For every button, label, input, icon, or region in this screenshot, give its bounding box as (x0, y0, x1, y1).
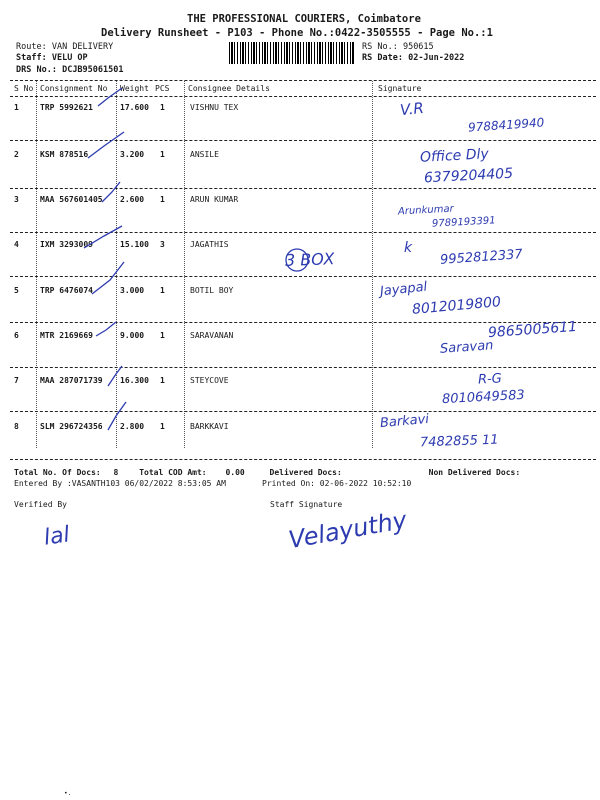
row-pcs: 1 (160, 331, 165, 340)
staff-label: Staff: (16, 53, 47, 63)
drs-value: DCJB95061501 (62, 65, 124, 75)
row-consignee: BARKKAVI (190, 422, 229, 431)
row-consignment: TRP 5992621 (40, 103, 93, 112)
row-pcs: 1 (160, 422, 165, 431)
non-delivered-label: Non Delivered Docs: (428, 468, 521, 477)
total-docs-value: 8 (113, 468, 119, 477)
row-consignee: SARAVANAN (190, 331, 234, 340)
circle-mark (284, 246, 314, 276)
route-value: VAN DELIVERY (51, 42, 114, 52)
row-consignment: SLM 296724356 (40, 422, 103, 431)
col-sno: S No (14, 84, 34, 93)
row-sno: 8 (14, 422, 19, 431)
row-weight: 16.300 (120, 376, 149, 385)
handwritten-phone: 9789193391 (431, 215, 496, 230)
entered-by: Entered By :VASANTH103 06/02/2022 8:53:05 AM (14, 479, 226, 488)
handwritten-note: Office Dly (419, 146, 490, 166)
row-pcs: 1 (160, 195, 165, 204)
footer-totals (14, 468, 520, 477)
row-sno: 3 (14, 195, 19, 204)
row-weight: 9.000 (120, 331, 145, 340)
row-consignment: TRP 6476074 (40, 286, 93, 295)
row-consignee: VISHNU TEX (190, 103, 239, 112)
row-weight: 3.000 (120, 286, 145, 295)
total-docs-label: Total No. Of Docs: (14, 468, 101, 477)
rs-no-label: RS No.: (362, 42, 398, 52)
row-sno: 1 (14, 103, 19, 112)
handwritten-phone: 8012019800 (411, 294, 502, 318)
row-sno: 4 (14, 240, 19, 249)
handwritten-phone: 9952812337 (439, 247, 524, 268)
drs-label: DRS No.: (16, 65, 57, 75)
row-weight: 17.600 (120, 103, 149, 112)
row-consignee: BOTIL BOY (190, 286, 234, 295)
route-label: Route: (16, 42, 47, 52)
row-sno: 5 (14, 286, 19, 295)
printed-on: Printed On: 02-06-2022 10:52:10 (262, 479, 412, 488)
row-weight: 15.100 (120, 240, 149, 249)
box-count-note: 3 BOX (284, 249, 335, 270)
handwritten-signature: R-G (477, 371, 503, 388)
handwritten-signature: V.R (399, 98, 425, 120)
handwritten-phone: 9788419940 (467, 115, 545, 135)
col-signature: Signature (378, 84, 422, 93)
row-consignment: KSM 878516 (40, 150, 89, 159)
row-pcs: 1 (160, 376, 165, 385)
scan-speck: •. (64, 790, 72, 797)
handwritten-phone: 9865005611 (487, 318, 578, 342)
rs-date-value: 02-Jun-2022 (408, 53, 465, 63)
cod-label: Total COD Amt: (139, 468, 207, 477)
row-consignee: JAGATHIS (190, 240, 229, 249)
row-sno: 2 (14, 150, 19, 159)
row-consignee: STEYCOVE (190, 376, 229, 385)
row-consignment: MTR 2169669 (40, 331, 93, 340)
company-title: THE PROFESSIONAL COURIERS, Coimbatore (187, 13, 421, 25)
col-consignee: Consignee Details (188, 84, 270, 93)
row-consignee: ANSILE (190, 150, 219, 159)
verified-signature: lal (42, 522, 72, 551)
staff-value: VELU OP (51, 53, 88, 63)
delivered-label: Delivered Docs: (269, 468, 342, 477)
handwritten-signature: Saravan (439, 338, 494, 357)
row-weight: 3.200 (120, 150, 145, 159)
row-pcs: 1 (160, 103, 165, 112)
row-pcs: 3 (160, 240, 165, 249)
row-consignee: ARUN KUMAR (190, 195, 239, 204)
cod-value: 0.00 (225, 468, 245, 477)
staff-signature-label: Staff Signature (270, 500, 343, 509)
rs-no-value: 950615 (402, 42, 434, 52)
verified-by-label: Verified By (14, 500, 67, 509)
handwritten-signature: Arunkumar (397, 203, 454, 218)
handwritten-signature: Jayapal (379, 279, 428, 300)
row-sno: 7 (14, 376, 19, 385)
handwritten-signature: Barkavi (379, 411, 430, 432)
row-pcs: 1 (160, 150, 165, 159)
col-weight: Weight (120, 84, 149, 93)
row-consignment: MAA 287071739 (40, 376, 103, 385)
row-consignment: IXM 3293009 (40, 240, 93, 249)
row-pcs: 1 (160, 286, 165, 295)
col-consignment: Consignment No (40, 84, 108, 93)
row-sno: 6 (14, 331, 19, 340)
col-pcs: PCS (155, 84, 170, 93)
runsheet-subtitle: Delivery Runsheet - P103 - Phone No.:0422-3505555 - Page No.:1 (101, 27, 493, 39)
row-weight: 2.600 (120, 195, 145, 204)
staff-handwritten-signature: Velayuthy (286, 505, 409, 555)
handwritten-signature: k (404, 240, 413, 256)
handwritten-phone: 7482855 11 (419, 432, 499, 451)
row-consignment: MAA 567601405 (40, 195, 103, 204)
row-weight: 2.800 (120, 422, 145, 431)
handwritten-phone: 8010649583 (441, 387, 526, 408)
rs-date-label: RS Date: (362, 53, 403, 63)
handwritten-phone: 6379204405 (423, 165, 514, 187)
